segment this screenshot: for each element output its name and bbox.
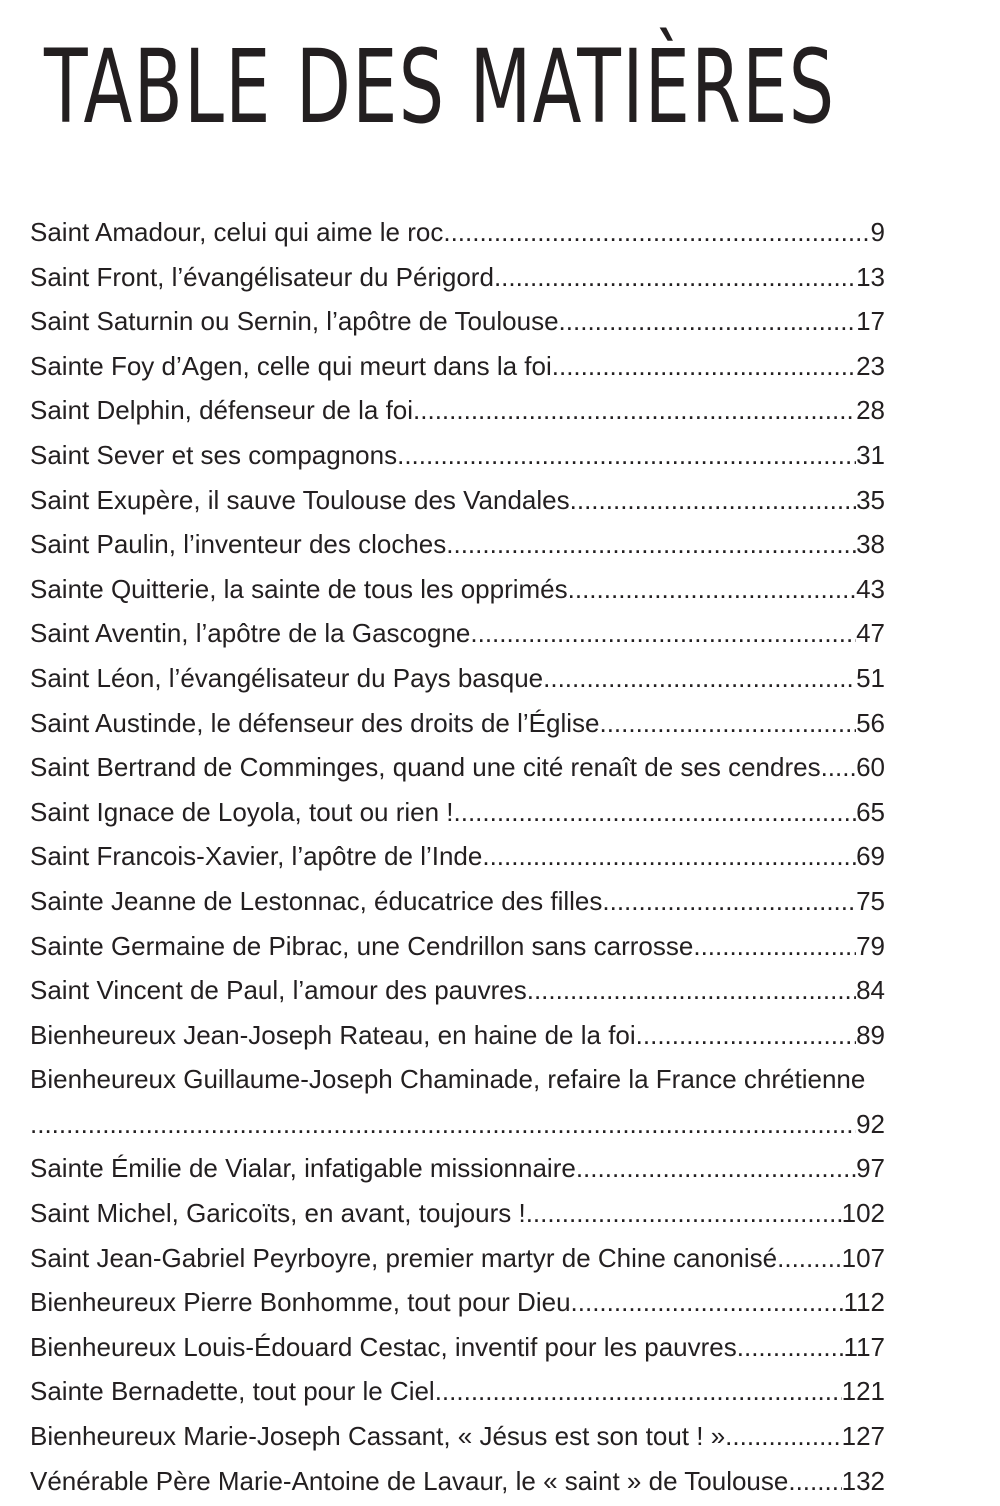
toc-entry-title: Sainte Bernadette, tout pour le Ciel [30,1376,435,1407]
toc-entry-title: Bienheureux Marie-Joseph Cassant, « Jésus est son tout ! » [30,1421,726,1452]
toc-entry [30,1369,885,1414]
toc-entry [30,210,885,255]
toc-entry-page: 35 [856,484,885,515]
toc-entry-page: 107 [841,1242,885,1273]
toc-entry-page: 65 [856,796,885,827]
toc-entry-page: 132 [841,1465,885,1496]
toc-entry-page: 38 [856,529,885,560]
dot-leader [482,834,856,879]
toc-entry-page: 102 [841,1198,885,1229]
toc-entry-page: 92 [856,1108,885,1139]
toc-entry-page: 97 [856,1153,885,1184]
toc-entry-title: Saint Paulin, l’inventeur des cloches [30,529,447,560]
toc-entry-title: Sainte Foy d’Agen, celle qui meurt dans la foi [30,350,552,381]
toc-entry-page: 84 [856,975,885,1006]
toc-entry [30,388,885,433]
toc-entry-title: Saint Léon, l’évangélisateur du Pays basque [30,662,544,693]
toc-entry [30,1236,885,1281]
toc-entry-page: 23 [856,350,885,381]
toc-entry-page: 51 [856,662,885,693]
dot-leader [446,522,856,567]
dot-leader [788,1459,841,1504]
toc-entry-title: Bienheureux Jean-Joseph Rateau, en haine de la foi [30,1019,636,1050]
toc-entry [30,299,885,344]
dot-leader [725,1414,841,1459]
toc-entry [30,701,885,746]
toc-entry-title: Sainte Émilie de Vialar, infatigable missionnaire [30,1153,576,1184]
dot-leader [443,210,870,255]
toc-entry-title: Saint Sever et ses compagnons [30,439,398,470]
dot-leader [568,567,856,612]
toc-entry-title: Saint Amadour, celui qui aime le roc [30,217,444,247]
toc-entry-page: 112 [843,1287,885,1318]
dot-leader [526,1191,842,1236]
toc-entry [30,1414,885,1459]
toc-entry [30,1057,885,1146]
toc-entry [30,478,885,523]
toc-entry-title: Saint Michel, Garicoïts, en avant, toujours ! [30,1198,526,1229]
toc-entry [30,1146,885,1191]
toc-entry-page: 121 [841,1376,885,1407]
toc-entry-title: Bienheureux Guillaume-Joseph Chaminade, refaire la France chrétienne [30,1064,866,1095]
toc-entry-title: Saint Aventin, l’apôtre de la Gascogne [30,618,471,649]
toc-entry [30,1280,885,1325]
dot-leader [737,1325,844,1370]
toc-entry-page: 47 [856,618,885,649]
toc-entry-title: Sainte Germaine de Pibrac, une Cendrillon sans carrosse [30,930,694,961]
toc-entry-title: Saint Delphin, défenseur de la foi [30,395,414,426]
toc-entry-page: 127 [841,1421,885,1452]
toc-entry-page: 17 [856,306,885,337]
toc-entry-page: 9 [870,217,885,247]
toc-entry-title: Saint Exupère, il sauve Toulouse des Vandales [30,484,570,515]
dot-leader [435,1369,842,1414]
dot-leader [777,1236,841,1281]
toc-entry [30,968,885,1013]
toc-entry-page: 13 [856,261,885,292]
dot-leader [570,478,856,523]
toc-entry-title: Saint Ignace de Loyola, tout ou rien ! [30,796,454,827]
toc-entry [30,1013,885,1058]
page-title: TABLE DES MATIÈRES [44,28,836,147]
toc-entry-page: 60 [856,752,885,783]
dot-leader [543,656,856,701]
toc-entry-page: 56 [856,707,885,738]
toc-entry [30,567,885,612]
toc-entry-page: 69 [856,841,885,872]
toc-entry-title: Bienheureux Pierre Bonhomme, tout pour Dieu [30,1287,571,1318]
toc-entry [30,255,885,300]
toc-entry-page: 79 [856,930,885,961]
toc-entry-page: 31 [856,439,885,470]
toc-entry-page: 117 [843,1331,885,1362]
dot-leader [599,701,856,746]
dot-leader [636,1013,856,1058]
toc-entry [30,522,885,567]
toc-entry [30,611,885,656]
toc-entry-title: Vénérable Père Marie-Antoine de Lavaur, le « saint » de Toulouse [30,1465,789,1496]
dot-leader [397,433,856,478]
dot-leader [454,790,857,835]
toc-entry-title: Bienheureux Louis-Édouard Cestac, inventif pour les pauvres [30,1331,737,1362]
toc-entry [30,1325,885,1370]
toc-entry-title: Saint Front, l’évangélisateur du Périgord [30,261,494,292]
toc-entry-page: 28 [856,395,885,426]
dot-leader [527,968,856,1013]
toc-entry-title: Sainte Jeanne de Lestonnac, éducatrice des filles [30,885,603,916]
toc-entry-title: Saint Jean-Gabriel Peyrboyre, premier martyr de Chine canonisé [30,1242,778,1273]
toc-entry-page: 89 [856,1019,885,1050]
dot-leader [552,344,856,389]
dot-leader [693,924,856,969]
toc-entry [30,790,885,835]
toc-entry [30,924,885,969]
toc-entry [30,1459,885,1504]
dot-leader [559,299,857,344]
toc-entry-title: Saint Bertrand de Comminges, quand une cité renaît de ses cendres [30,752,821,783]
dot-leader [576,1146,856,1191]
dot-leader [571,1280,844,1325]
toc-entry-title: Saint Saturnin ou Sernin, l’apôtre de Toulouse [30,306,559,337]
toc-entry [30,834,885,879]
toc-entry [30,879,885,924]
toc-entry [30,344,885,389]
dot-leader [821,745,857,790]
table-of-contents [30,210,885,1503]
dot-leader [494,255,856,300]
toc-entry [30,1191,885,1236]
dot-leader [30,1102,856,1147]
toc-entry-title: Saint Austinde, le défenseur des droits de l’Église [30,707,600,738]
toc-entry-title: Saint Vincent de Paul, l’amour des pauvres [30,975,527,1006]
toc-entry-continuation [30,1102,885,1147]
toc-entry-page: 75 [856,885,885,916]
dot-leader [602,879,856,924]
toc-entry [30,745,885,790]
toc-entry-title: Saint Francois-Xavier, l’apôtre de l’Inde [30,841,483,872]
toc-entry [30,656,885,701]
toc-entry [30,433,885,478]
dot-leader [470,611,856,656]
toc-entry-page: 43 [856,573,885,604]
toc-entry-title: Sainte Quitterie, la sainte de tous les opprimés [30,573,568,604]
dot-leader [413,388,856,433]
